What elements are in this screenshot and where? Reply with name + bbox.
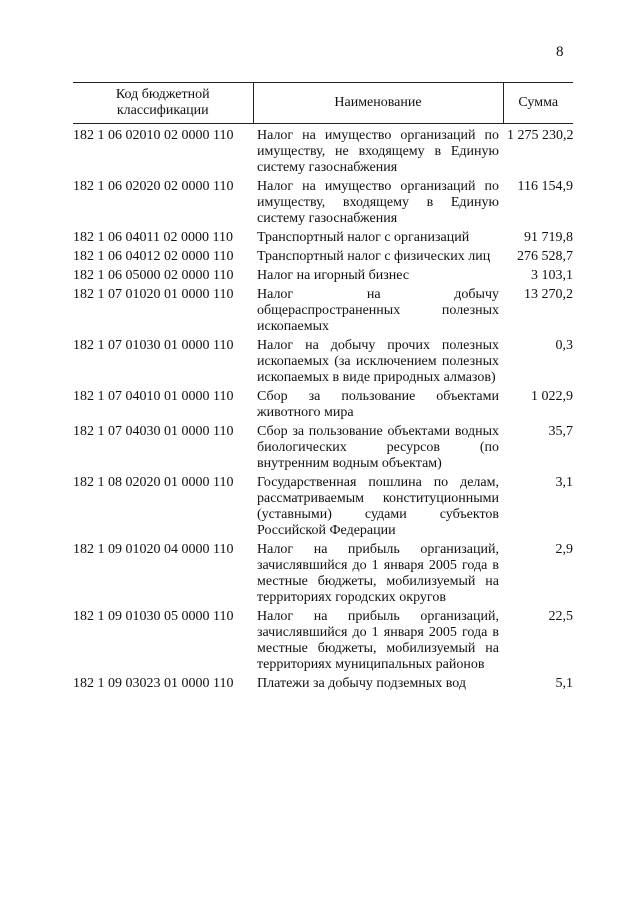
header-name: Наименование [253,83,503,124]
row-code: 182 1 07 01030 01 0000 110 [73,338,234,353]
row-code: 182 1 06 05000 02 0000 110 [73,268,234,283]
table-row [73,124,573,179]
row-code: 182 1 06 02010 02 0000 110 [73,128,234,143]
row-name: Налог на имущество организаций по имуществу, не входящему в Единую систему газоснабжения [257,128,499,175]
table-row [73,229,573,248]
table-row [73,286,573,337]
row-name: Платежи за добычу подземных вод [257,676,467,691]
row-name: Налог на игорный бизнес [257,268,410,283]
row-sum: 3 103,1 [531,268,573,283]
table-header-row [73,83,573,124]
row-name: Налог на добычу прочих полезных ископаемых (за исключением полезных ископаемых в виде природных алмазов) [257,338,499,385]
row-code: 182 1 08 02020 01 0000 110 [73,475,234,490]
row-name: Транспортный налог с организаций [257,230,470,245]
row-code: 182 1 06 02020 02 0000 110 [73,179,234,194]
row-sum: 3,1 [555,475,573,490]
row-code: 182 1 09 03023 01 0000 110 [73,676,234,691]
header-sum: Сумма [503,83,573,124]
row-sum: 1 022,9 [531,389,573,404]
row-sum: 13 270,2 [524,287,573,302]
row-sum: 276 528,7 [517,249,573,264]
row-code: 182 1 06 04011 02 0000 110 [73,230,233,245]
row-sum: 0,3 [555,338,573,353]
row-sum: 35,7 [548,424,573,439]
row-name: Налог на добычу общераспространенных полезных ископаемых [257,287,499,334]
row-code: 182 1 07 04010 01 0000 110 [73,389,234,404]
row-sum: 1 275 230,2 [507,128,574,143]
row-code: 182 1 07 01020 01 0000 110 [73,287,234,302]
row-code: 182 1 06 04012 02 0000 110 [73,249,234,264]
row-sum: 2,9 [555,542,573,557]
row-code: 182 1 07 04030 01 0000 110 [73,424,234,439]
table-row [73,388,573,423]
table-row [73,178,573,229]
table-row [73,337,573,388]
budget-classification-table [73,82,573,694]
table-row [73,608,573,675]
row-sum: 91 719,8 [524,230,573,245]
table-row [73,675,573,694]
table-row [73,267,573,286]
row-name: Сбор за пользование объектами водных биологических ресурсов (по внутренним водным объектам) [257,424,499,471]
row-code: 182 1 09 01020 04 0000 110 [73,542,234,557]
row-name: Налог на имущество организаций по имуществу, входящему в Единую систему газоснабжения [257,179,499,226]
row-code: 182 1 09 01030 05 0000 110 [73,609,234,624]
table-row [73,541,573,608]
row-name: Транспортный налог с физических лиц [257,249,491,264]
table-row [73,248,573,267]
row-name: Государственная пошлина по делам, рассматриваемым конституционными (уставными) судами субъектов Российской Федерации [257,475,499,538]
row-sum: 116 154,9 [517,179,573,194]
row-sum: 22,5 [548,609,573,624]
header-code: Код бюджетной классификации [73,83,253,124]
row-name: Сбор за пользование объектами животного мира [257,389,499,420]
row-name: Налог на прибыль организаций, зачислявшийся до 1 января 2005 года в местные бюджеты, мобилизуемый на территориях муниципальных районов [257,609,499,672]
row-sum: 5,1 [555,676,573,691]
table-row [73,423,573,474]
table-row [73,474,573,541]
page-number: 8 [556,44,564,60]
row-name: Налог на прибыль организаций, зачислявшийся до 1 января 2005 года в местные бюджеты, мобилизуемый на территориях городских округов [257,542,499,605]
